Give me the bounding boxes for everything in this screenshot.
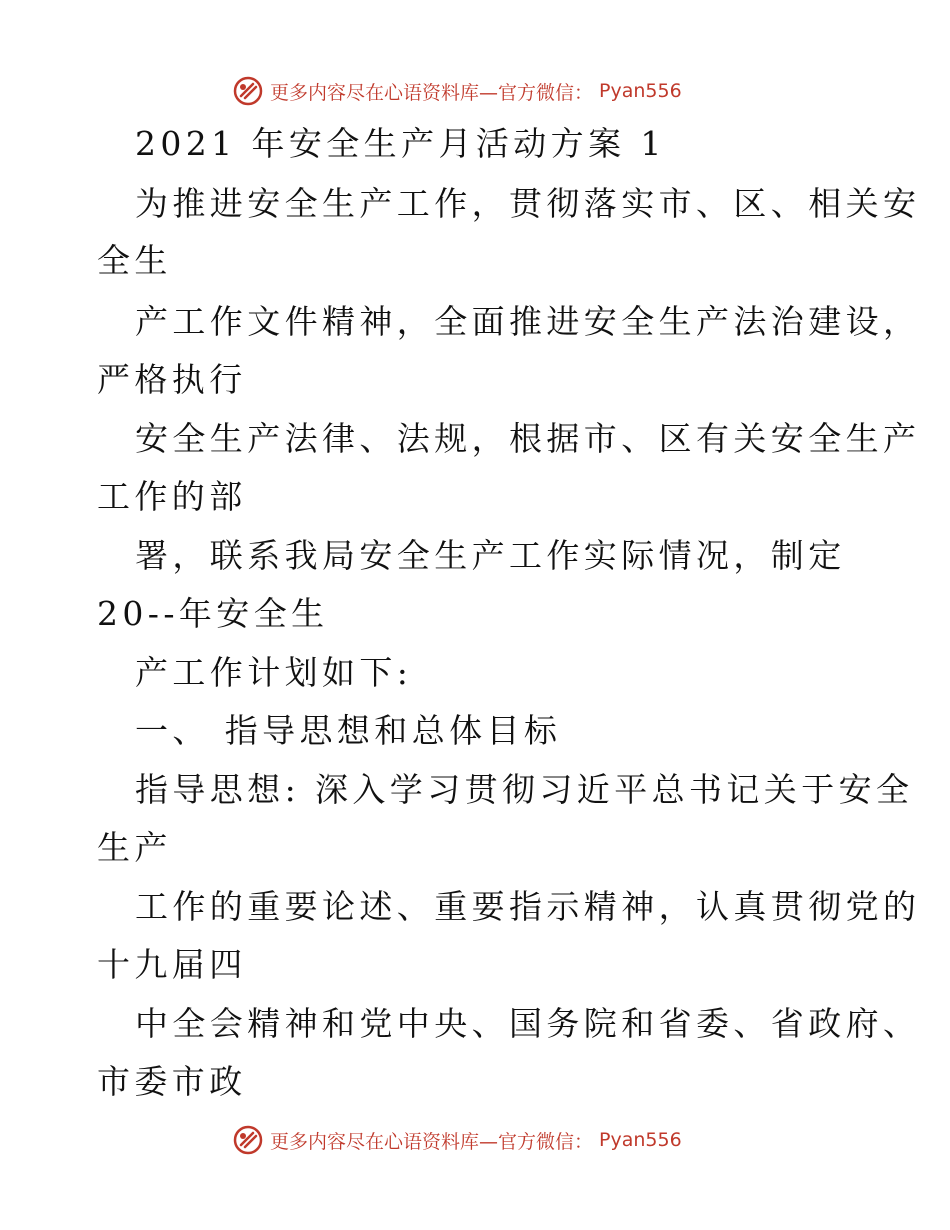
body-line: 严格执行 xyxy=(97,360,247,399)
body-line: 十九届四 xyxy=(97,945,247,984)
document-title: 2021 年安全生产月活动方案 1 xyxy=(135,124,666,163)
watermark-text: 更多内容尽在心语资料库—官方微信： xyxy=(270,1130,594,1153)
body-line: 产工作文件精神，全面推进安全生产法治建设， xyxy=(135,302,921,341)
body-line: 产工作计划如下: xyxy=(135,653,413,692)
body-line: 全生 xyxy=(97,241,172,280)
wechat-id: Pyan556 xyxy=(599,1129,682,1151)
watermark-text: 更多内容尽在心语资料库—官方微信： xyxy=(270,81,594,104)
body-line: 生产 xyxy=(97,828,172,867)
body-line: 指导思想: 深入学习贯彻习近平总书记关于安全 xyxy=(135,770,914,809)
seal-logo-icon xyxy=(232,75,264,107)
body-line: 中全会精神和党中央、国务院和省委、省政府、 xyxy=(135,1004,921,1043)
body-line: 工作的重要论述、重要指示精神，认真贯彻党的 xyxy=(135,887,921,926)
body-line: 安全生产法律、法规，根据市、区有关安全生产 xyxy=(135,419,921,458)
footer-watermark xyxy=(232,1120,682,1160)
body-line: 为推进安全生产工作，贯彻落实市、区、相关安 xyxy=(135,184,921,223)
body-line: 署，联系我局安全生产工作实际情况，制定 xyxy=(135,536,846,575)
body-line: 市委市政 xyxy=(97,1062,247,1101)
wechat-id: Pyan556 xyxy=(599,80,682,102)
seal-logo-icon xyxy=(232,1124,264,1156)
header-watermark xyxy=(232,71,682,111)
body-line: 工作的部 xyxy=(97,477,247,516)
section-heading: 一、 指导思想和总体目标 xyxy=(135,711,562,750)
body-line: 20--年安全生 xyxy=(97,594,329,633)
